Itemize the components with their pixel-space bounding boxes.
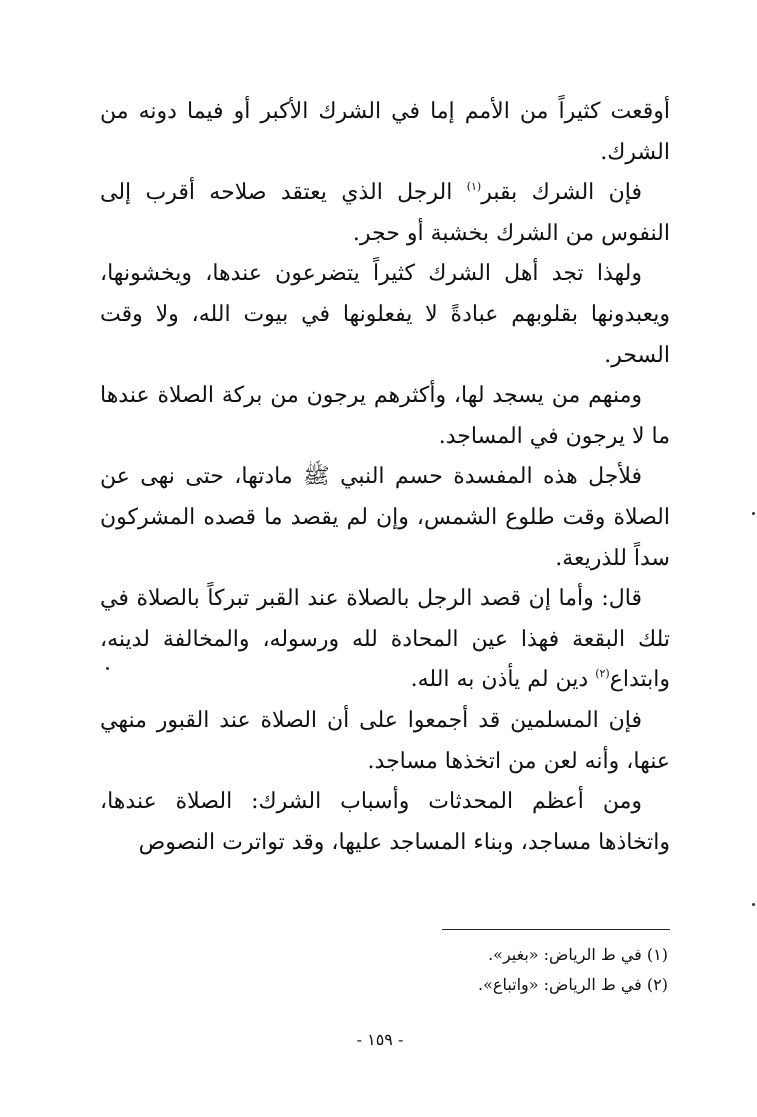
- margin-speck: [106, 667, 109, 670]
- paragraph-6-text-start: قال: وأما إن قصد الرجل بالصلاة عند القبر تبركاً بالصلاة في تلك البقعة فهذا عين المحادة لله ورسوله، والمخالفة لدينه، وابتداع: [100, 586, 670, 693]
- paragraph-6-text-end: دين لم يأذن به الله.: [410, 667, 596, 693]
- paragraph-6: [100, 579, 670, 701]
- main-text: [100, 92, 670, 863]
- footnote-ref-1[interactable]: (١): [466, 180, 482, 194]
- page-number: - ١٥٩ -: [356, 1030, 404, 1049]
- margin-speck: [752, 903, 755, 906]
- footnote-1: (١) في ط الرياض: «بغير».: [488, 945, 668, 964]
- footnote-ref-2[interactable]: (٢): [595, 667, 610, 681]
- paragraph-3: ولهذا تجد أهل الشرك كثيراً يتضرعون عندها، ويخشونها، ويعبدونها بقلوبهم عبادةً لا يفعلونها في بيوت الله، ولا وقت السحر.: [100, 261, 670, 368]
- margin-speck: [752, 512, 755, 515]
- paragraph-8: ومن أعظم المحدثات وأسباب الشرك: الصلاة عندها، واتخاذها مساجد، وبناء المساجد عليها، وقد تواترت النصوص: [100, 789, 670, 855]
- paragraph-1: أوقعت كثيراً من الأمم إما في الشرك الأكبر أو فيما دونه من الشرك.: [100, 99, 670, 165]
- paragraph-7: فإن المسلمين قد أجمعوا على أن الصلاة عند القبور منهي عنها، وأنه لعن من اتخذها مساجد.: [100, 707, 670, 774]
- paragraph-2: [100, 173, 670, 254]
- paragraph-4: ومنهم من يسجد لها، وأكثرهم يرجون من بركة الصلاة عندها ما لا يرجون في المساجد.: [100, 383, 670, 449]
- footnotes: [300, 940, 668, 1000]
- footnote-2: (٢) في ط الرياض: «واتباع».: [478, 975, 668, 994]
- paragraph-5: فلأجل هذه المفسدة حسم النبي ﷺ مادتها، حتى نهى عن الصلاة وقت طلوع الشمس، وإن لم يقصد ما قصده المشركون سداً للذريعة.: [100, 464, 670, 571]
- footnote-divider: [442, 929, 670, 930]
- paragraph-2-text-end: الرجل الذي يعتقد صلاحه أقرب إلى النفوس من الشرك بخشبة أو حجر.: [100, 180, 670, 246]
- paragraph-2-text-start: فإن الشرك بقبر: [481, 180, 642, 206]
